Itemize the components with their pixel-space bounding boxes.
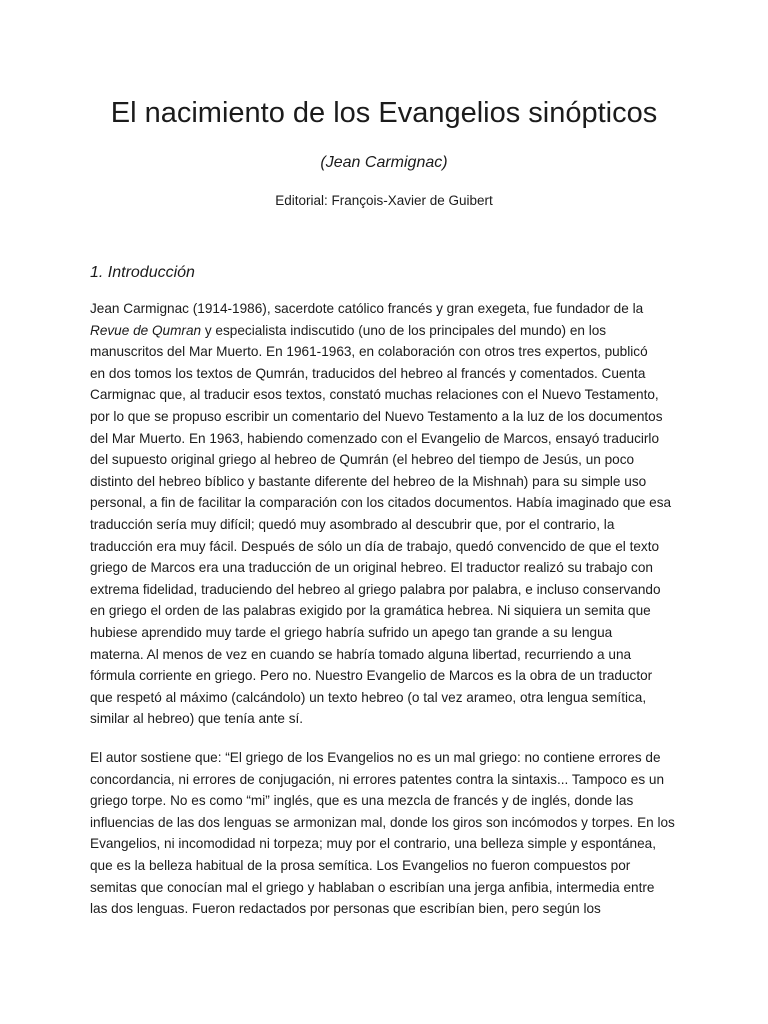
editorial-line: Editorial: François-Xavier de Guibert xyxy=(275,193,493,208)
author-line: (Jean Carmignac) xyxy=(320,154,448,171)
paragraph-line: griego torpe. No es como “mi” inglés, que es una mezcla de francés y de inglés, donde las xyxy=(90,793,634,809)
document-title: El nacimiento de los Evangelios sinópticos xyxy=(110,97,658,129)
paragraph-line: concordancia, ni errores de conjugación, ni errores patentes contra la sintaxis... Tampoco es un xyxy=(90,771,665,787)
paragraph-line: Jean Carmignac (1914-1986), sacerdote católico francés y gran exegeta, fue fundador de la xyxy=(90,301,644,316)
paragraph-1 xyxy=(90,298,686,730)
paragraph-line: personal, a fin de facilitar la comparación con los citados documentos. Había imaginado que esa xyxy=(90,495,672,511)
paragraph-line: distinto del hebreo bíblico y bastante diferente del hebreo de la Mishnah) para su simple uso xyxy=(90,473,647,489)
paragraph-line: las dos lenguas. Fueron redactados por personas que escribían bien, pero según los xyxy=(90,901,601,917)
paragraph-line: similar al hebreo) que tenía ante sí. xyxy=(90,711,304,727)
paragraph-line: manuscritos del Mar Muerto. En 1961-1963, en colaboración con otros tres expertos, publicó xyxy=(90,344,648,360)
paragraph-2 xyxy=(90,747,686,920)
paragraph-line-rest: y especialista indiscutido (uno de los principales del mundo) en los xyxy=(201,322,607,338)
paragraph-line: traducción sería muy difícil; quedó muy asombrado al descubrir que, por el contrario, la xyxy=(90,516,615,532)
paragraph-line: del supuesto original griego al hebreo de Qumrán (el hebreo del tiempo de Jesús, un poco xyxy=(90,452,635,468)
paragraph-line: griego de Marcos era una traducción de un original hebreo. El traductor realizó su trabajo con xyxy=(90,560,653,576)
paragraph-line: Carmignac que, al traducir esos textos, constató muchas relaciones con el Nuevo Testamento, xyxy=(90,387,659,403)
paragraph-line: El autor sostiene que: “El griego de los Evangelios no es un mal griego: no contiene errores de xyxy=(90,750,661,765)
paragraph-line: semitas que conocían mal el griego y hablaban o escribían una jerga anfibia, intermedia entre xyxy=(90,879,655,895)
paragraph-line: que es la belleza habitual de la prosa semítica. Los Evangelios no fueron compuestos por xyxy=(90,857,631,873)
paragraph-line: en dos tomos los textos de Qumrán, traducidos del hebreo al francés y comentados. Cuenta xyxy=(90,365,646,381)
paragraph-line: por lo que se propuso escribir un comentario del Nuevo Testamento a la luz de los documentos xyxy=(90,408,663,424)
paragraph-line: que respetó al máximo (calcándolo) un texto hebreo (o tal vez arameo, otra lengua semítica, xyxy=(90,689,647,705)
paragraph-line xyxy=(90,320,686,342)
journal-title: Revue de Qumran xyxy=(90,322,202,338)
paragraph-line: materna. Al menos de vez en cuando se habría tomado alguna libertad, recurriendo a una xyxy=(90,646,632,662)
paragraph-line: extrema fidelidad, traduciendo del hebreo al griego palabra por palabra, e incluso conservando xyxy=(90,581,661,597)
paragraph-line: influencias de las dos lenguas se armonizan mal, donde los giros son incómodos y torpes. En los xyxy=(90,814,675,830)
paragraph-line: traducción era muy fácil. Después de sólo un día de trabajo, quedó convencido de que el texto xyxy=(90,538,660,554)
section-heading: 1. Introducción xyxy=(90,264,195,281)
paragraph-line: hubiese aprendido muy tarde el griego habría sufrido un apego tan grande a su lengua xyxy=(90,624,613,640)
paragraph-line: en griego el orden de las palabras exigido por la gramática hebrea. Ni siquiera un semita que xyxy=(90,603,651,619)
paragraph-line: Evangelios, ni incomodidad ni torpeza; muy por el contrario, una belleza simple y espontánea, xyxy=(90,836,656,852)
paragraph-line: fórmula corriente en griego. Pero no. Nuestro Evangelio de Marcos es la obra de un traductor xyxy=(90,668,653,684)
paragraph-line: del Mar Muerto. En 1963, habiendo comenzado con el Evangelio de Marcos, ensayó traducirlo xyxy=(90,430,660,446)
